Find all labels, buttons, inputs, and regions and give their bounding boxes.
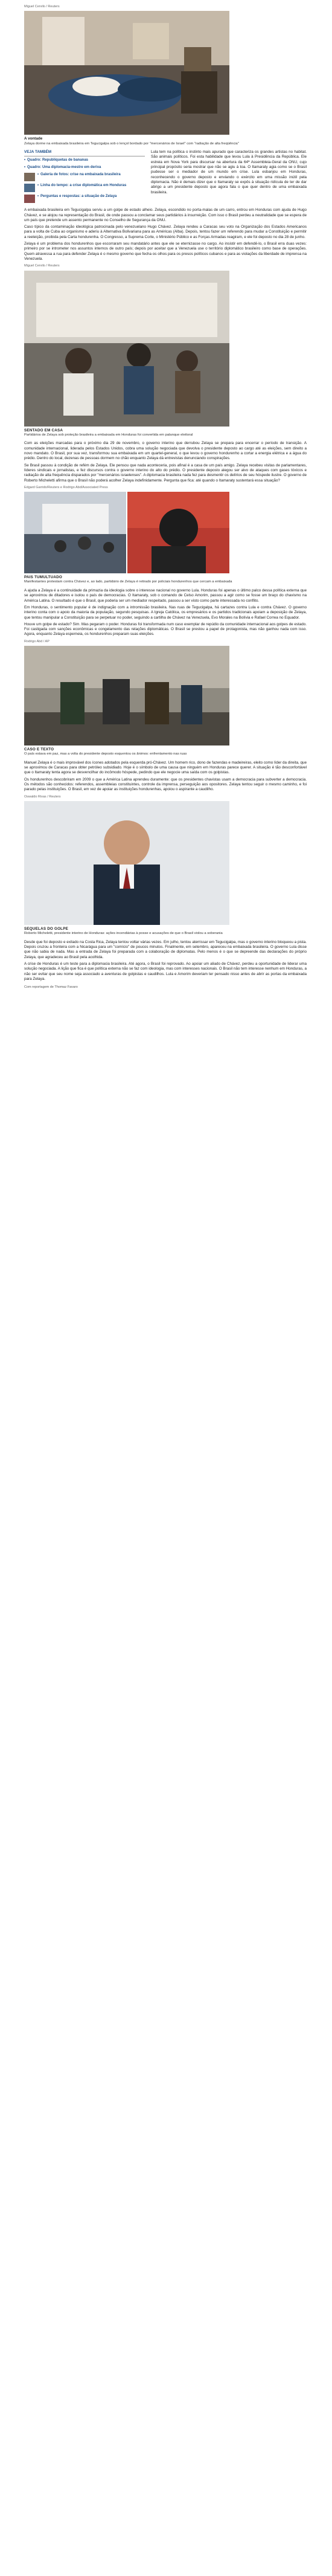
article-body-2 [24,441,307,483]
photo-credit: Miguel Cervilo / Reuters [24,5,60,8]
photo-caption-title: SEQUELAS DO GOLPE [24,926,69,931]
body-paragraph: A ajuda a Zelaya é a continuidade da primazia da ideologia sobre o interesse nacional no governo Lula. Honduras foi apenas o último palco dessa política externa que se aproximou de ditadores e isolou o país de democracias. O Itamaraty, sob o comando de Celso Amorim, passou a agir como se fosse um braço do chavismo na América Latina. O resultado é que o Brasil, que poderia ser um mediador respeitado, passou a ser visto como parte interessada no conflito. [24,588,307,603]
photo-credit: Rodrigo Abd / AP [24,639,49,643]
article-body-4 [24,761,307,793]
body-paragraph: Com as eleições marcadas para o próximo dia 29 de novembro, o governo interino que derrubou Zelaya se prepara para encerrar o período de transição. A comunidade internacional, liderada pelos Estados Unidos, cobra uma solução negociada que devolva o presidente deposto ao cargo até as eleições, sem direito a novo mandato. O Brasil, por sua vez, transformou sua embaixada em um quartel-general, o que levou o governo hondurenho a cortar a energia elétrica e a água do prédio. Dentro do local, dezenas de pessoas dormem no chão enquanto Zelaya dá entrevistas denunciando conspirações. [24,441,307,461]
body-paragraph: Caso típico da contaminação ideológica patrocinada pelo venezuelano Hugo Chávez. Zelaya rendeu a Caracas seu voto na Organização dos Estados Americanos para a volta de Cuba ao organismo e aderiu à Alternativa Bolivariana para as Américas (Alba). Depois, tentou fazer um referendo para mudar a Constituição e permitir a reeleição, proibida pela Carta hondurenha. O Congresso, a Suprema Corte, o Ministério Público e as Forças Armadas reagiram, e ele foi deposto no dia 28 de junho. [24,225,307,239]
photo-caption-text: Manifestantes protestam contra Chávez e, ao lado, partidário de Zelaya é retirado por policiais hondurenhos que cercam a embaixada [24,580,232,584]
photo-image [24,801,229,925]
photo-image [24,271,229,427]
sidebar-link[interactable]: • Linha do tempo: a crise diplomática em Honduras [37,184,126,188]
photo-credit: Miguel Cervilo / Reuters [24,264,60,268]
body-paragraph: Desde que foi deposto e exilado na Costa Rica, Zelaya tentou voltar várias vezes. Em julho, tentou aterrissar em Tegucigalpa, mas o governo interino bloqueou a pista. Depois cruzou a fronteira com a Nicarágua para um "comício" de poucos minutos. Finalmente, em setembro, apareceu na embaixada brasileira. O governo Lula disse que não sabia de nada. Mas a entrada de Zelaya foi preparada com a colaboração de diplomatas. Pelo menos é o que se depreende das declarações do próprio Zelaya, que agradeceu ao Brasil pela acolhida. [24,939,307,959]
photo-caption-text: Roberto Micheletti, presidente interino de Honduras: ações incendiárias à posse e acusações de que o Brasil violou a soberania [24,932,223,936]
photo-credit: Oswaldo Rivas / Reuters [24,794,61,799]
body-paragraph: Manuel Zelaya é o mais improvável dos ícones adotados pela esquerda pró-Chávez. Um homem rico, dono de fazendas e madeireiras, eleito como líder da direita, que se aproximou de Caracas para obter petróleo subsidiado. Hoje é o símbolo de uma causa que ninguém em Honduras parece querer. A situação é tão desconfortável que o Itamaraty tenta agora se desvencilhar do incômodo hóspede, pedindo que ele negocie uma saída com os golpistas. [24,760,307,775]
intro-column [151,150,307,205]
body-paragraph: Zelaya é um problema dos hondurenhos que escorraram seu mandatário antes que ele se eternizasse no cargo. Ao insistir em defendê-lo, o Brasil erra duas vezes: primeiro por se intrometer nos assuntos internos de outro país; depois por aceitar que a Venezuela use o território diplomático brasileiro como base de operações. Quem atravessa a rua para defender Zelaya é o mesmo governo que fecha os olhos para os presos políticos cubanos e para as violações da liberdade de imprensa na Venezuela. [24,242,307,261]
photo-caption-title: A vontade [24,137,43,141]
sidebar-link[interactable]: • Galeria de fotos: crise na embaixada brasileira [37,173,121,178]
sidebar-link[interactable]: • Perguntas e respostas: a situação de Zelaya [37,195,117,199]
body-paragraph: Se Brasil passou à condição de refém de Zelaya. Ele pensou que nada aconteceria, pois afinal é a casa de um país amigo. Zelaya recebeu visitas de parlamentares, líderes sindicais e jornalistas, e fez discursos contra o governo interino do alto do prédio. O presidente deposto alegou ser alvo de ataques com gases tóxicos e radiação de alta frequência disparados por "mercenários israelenses". A diplomacia brasileira nada fez para desmentir os delírios de seu hóspede ilustre. O governo de Roberto Micheletti afirma que o Brasil não poderá acolher Zelaya indefinidamente. Pergunta que fica: até quando o Itamaraty sustentará essa situação? [24,463,307,483]
photo-credit: Edgard Garrido/Reuters e Rodrigo Abd/Associated Press [24,485,108,489]
photo-street-clash [24,646,229,745]
photo-caption-text: O país estava em paz, mas a volta do presidente deposto esquentou os ânimos: enfrentamento nas ruas [24,752,187,756]
photo-caption-title: SENTADO EM CASA [24,428,63,433]
sidebar-link[interactable]: • Quadro: Uma diplomacia-mestre em deriva [24,166,145,170]
body-paragraph: A embaixada brasileira em Tegucigalpa serviu a um golpe de estado alheio. Zelaya, escondido no porta-malas de um carro, entrou em Honduras com ajuda de Hugo Chávez, e se alojou na representação do Brasil, de onde passou a conclamar seus partidários à insurreição. Com isso o Brasil perdeu a neutralidade que se espera de um país que pretende um assento permanente no Conselho de Segurança da ONU. [24,208,307,222]
photo-caption-title: CASO E TEXTO [24,747,54,752]
sidebar-and-intro [24,150,307,205]
sidebar-thumb-item[interactable] [24,184,145,192]
photo-zelaya-sleeping [24,11,229,135]
body-paragraph: Houve um golpe de estado? Sim. Mas pegaram o poder. Honduras foi transformada num caso exemplar de repúdio da comunidade internacional aos golpes de estado. Foi castigada com sanções econômicas e congelamento das relações diplomáticas. O Brasil se prestou a papel de protagonista, mas não ganhou nada com isso. Agora, enquanto Zelaya esperneia, os hondurenhos preparam suas eleições. [24,622,307,637]
photo-image-left [24,492,126,573]
photo-caption-text: Zelaya dorme na embaixada brasileira em Tegucigalpa sob o lençol bordado por "mercenários de Israel" com "radiação de alta freqüência" [24,141,239,146]
photo-caption-text: Partidários de Zelaya sob proteção brasileira a embaixada em Honduras foi convertida em palanque eleitoral [24,433,193,437]
body-paragraph: Em Honduras, o sentimento popular é de indignação com a intromissão brasileira. Nas ruas de Tegucigalpa, há cartazes contra Lula e contra Chávez. O governo interino conta com o apoio da maioria da população, segundo pesquisas. A Igreja Católica, os empresários e os partidos tradicionais apoiam a deposição de Zelaya, que tentou manipular a Constituição para se perpetuar no poder, seguindo a cartilha de Chávez na Venezuela, Evo Morales na Bolívia e Rafael Correa no Equador. [24,605,307,620]
timeline-thumbnail [24,184,35,192]
body-paragraph: Os hondurenhos descobriram em 2009 o que a América Latina aprendeu duramente: que os presidentes chavistas usam a democracia para subverter a democracia. Os métodos são conhecidos: referendos, assembleias constituintes, controle da imprensa, perseguição aos opositores. Zelaya tentou seguir o mesmo caminho, e foi parado pelas instituições. O Brasil, em vez de apoiar as instituições hondurenhas, apoiou o aspirante a caudilho. [24,777,307,792]
photo-image [24,11,229,135]
photo-image-right [127,492,229,573]
qa-thumbnail [24,195,35,203]
see-also-sidebar [24,150,145,205]
article-body-1 [24,208,307,262]
article-body-3 [24,588,307,637]
sidebar-thumb-item[interactable] [24,173,145,181]
article-body-5 [24,940,307,982]
body-paragraph: A crise de Honduras é um teste para a diplomacia brasileira. Até agora, o Brasil foi reprovado. Ao apoiar um aliado de Chávez, perdeu a oportunidade de liderar uma solução negociada. A lição que fica é que política externa não se faz com ideologia, mas com interesses nacionais. O Brasil não tem interesse nenhum em Honduras, a não ser evitar que seu nome seja associado a aventuras de golpistas e caudilhos. Lula e Amorim deveriam ter pensado nisso antes de abrir as portas da embaixada para Zelaya. [24,962,307,981]
photo-protests [24,492,229,573]
photo-caption-title: PAIS TUMULTUADO [24,575,62,580]
photo-micheletti [24,801,229,925]
photo-image [24,646,229,745]
gallery-thumbnail [24,173,35,181]
sidebar-link[interactable]: • Quadro: Republiquetas de bananas [24,158,145,163]
photo-embassy-supporters [24,271,229,427]
sidebar-heading: VEJA TAMBÉM [24,150,145,156]
reporting-credit: Com reportagem de Thomaz Favaro [24,985,78,990]
intro-paragraph: Lula tem na política o instinto mais apurado que caracteriza os grandes artistas no habitat. São animais políticos. Foi esta habilidade que levou Lula à Presidência da República. Ele estreia em Nova York para discursar na abertura da 64ª Assembleia-Geral da ONU, cujo principal propósito seria mostrar que não se agiu à toa. O Itamaraty agia como se o Brasil pudesse ser o mediador de um mundo em crise. Lula esbanjou em Honduras, reconhecendo o governo deposto e enviando o exército em uma missão inútil pela diplomacia. Não é demais dizer que o Itamaraty se expôs à situação ridícula de ter de dar abrigo a um presidente deposto que agora fala o que quer dentro de uma embaixada brasileira. [151,150,307,195]
sidebar-thumb-item[interactable] [24,195,145,203]
